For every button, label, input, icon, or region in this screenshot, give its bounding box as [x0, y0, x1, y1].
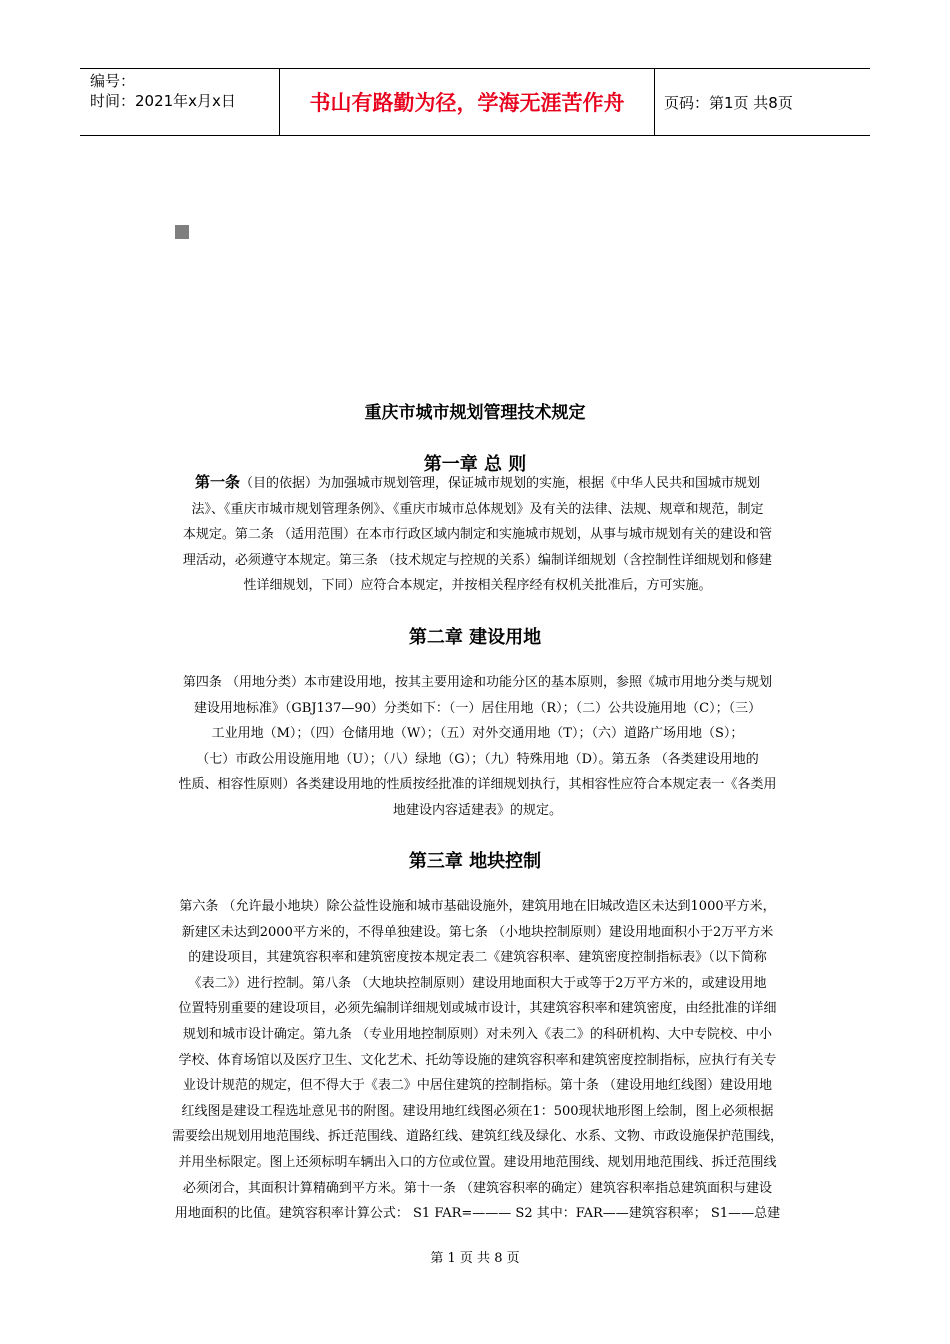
body-line: 本规定。第二条 （适用范围）在本市行政区域内制定和实施城市规划，从事与城市规划有关的建设和管 — [182, 527, 773, 543]
chapter-heading: 第二章 建设用地 — [408, 627, 542, 648]
time-label: 时间：2021年x月x日 — [90, 92, 236, 110]
body-line: 《表二》）进行控制。第八条 （大地块控制原则）建设用地面积大于或等于2万平方米的，或建设用地 — [188, 975, 767, 991]
body-line: 工业用地（M）；（四）仓储用地（W）；（五）对外交通用地（T）；（六）道路广场用地（S）； — [211, 726, 744, 742]
body-line: 必须闭合，其面积计算精确到平方米。第十一条 （建筑容积率的确定）建筑容积率指总建筑面积与建设 — [182, 1180, 773, 1196]
header-meta — [80, 69, 280, 135]
body-line: 的建设项目，其建筑容积率和建筑密度按本规定表二《建筑容积率、建筑密度控制指标表》（以下简称 — [188, 950, 767, 966]
body-line: 用地面积的比值。建筑容积率计算公式： S1 FAR=——— S2 其中：FAR——建筑容积率； S1——总建 — [174, 1206, 781, 1222]
body-line: 第四条 （用地分类）本市建设用地，按其主要用途和功能分区的基本原则，参照《城市用地分类与规划 — [182, 675, 773, 690]
body-line: （目的依据）为加强城市规划管理，保证城市规划的实施，根据《中华人民共和国城市规划 — [240, 476, 761, 491]
header-motto-cell — [280, 69, 655, 135]
page-footer: 第 1 页 共 8 页 — [430, 1251, 520, 1266]
body-line: 业设计规范的规定，但不得大于《表二》中居住建筑的控制指标。第十条 （建设用地红线图）建设用地 — [182, 1078, 773, 1094]
body-line: 需要绘出规划用地范围线、拆迁范围线、道路红线、建筑红线及绿化、水系、文物、市政设施保护范围线， — [171, 1129, 783, 1145]
chapter-body — [140, 470, 815, 599]
chapter-body — [140, 894, 815, 1227]
body-line: 性质、相容性原则）各类建设用地的性质按经批准的详细规划执行，其相容性应符合本规定表一《各类用 — [178, 777, 777, 793]
body-line: 位置特别重要的建设项目，必须先编制详细规划或城市设计，其建筑容积率和建筑密度，由经批准的详细 — [178, 1001, 777, 1017]
chapter-heading: 第三章 地块控制 — [408, 851, 542, 872]
header-page-info: 页码：第1页 共8页 — [664, 93, 793, 112]
body-line: 建设用地标准》（GBJ137—90）分类如下：（一）居住用地（R）；（二）公共设施用地（C）；（三） — [193, 700, 762, 716]
chapter-heading: 第一章 总 则 — [423, 454, 527, 475]
body-line: （七）市政公用设施用地（U）；（八）绿地（G）；（九）特殊用地（D）。第五条 （各类建设用地的 — [196, 751, 759, 767]
body-line: 规划和城市设计确定。第九条 （专业用地控制原则）对未列入《表二》的科研机构、大中专院校、中小 — [182, 1026, 773, 1042]
chapter-body — [140, 670, 815, 824]
grey-square-icon — [175, 225, 189, 239]
body-line: 性详细规划，下同）应符合本规定，并按相关程序经有权机关批准后，方可实施。 — [243, 578, 712, 594]
document-title: 重庆市城市规划管理技术规定 — [364, 403, 586, 423]
body-line: 新建区未达到2000平方米的，不得单独建设。第七条 （小地块控制原则）建设用地面积小于2万平方米 — [181, 924, 774, 940]
page-header — [80, 68, 870, 136]
body-line: 红线图是建设工程选址意见书的附图。建设用地红线图必须在1：500现状地形图上绘制，图上必须根据 — [181, 1103, 774, 1119]
body-line: 学校、体育场馆以及医疗卫生、文化艺术、托幼等设施的建筑容积率和建筑密度控制指标，应执行有关专 — [178, 1052, 777, 1068]
body-line: 并用坐标限定。图上还须标明车辆出入口的方位或位置。建设用地范围线、规划用地范围线、拆迁范围线 — [178, 1154, 777, 1170]
article-lead: 第一条 — [194, 473, 240, 491]
body-line: 地建设内容适建表》的规定。 — [392, 802, 562, 818]
header-motto: 书山有路勤为径，学海无涯苦作舟 — [309, 91, 625, 115]
serial-label: 编号： — [90, 72, 136, 90]
body-line: 理活动，必须遵守本规定。第三条 （技术规定与控规的关系）编制详细规划（含控制性详细规划和修建 — [182, 552, 773, 568]
body-line: 法》、《重庆市城市规划管理条例》、《重庆市城市总体规划》及有关的法律、法规、规章和规范，制定 — [191, 501, 764, 517]
body-line: 第六条 （允许最小地块）除公益性设施和城市基础设施外，建筑用地在旧城改造区未达到1000平方米， — [179, 899, 776, 914]
